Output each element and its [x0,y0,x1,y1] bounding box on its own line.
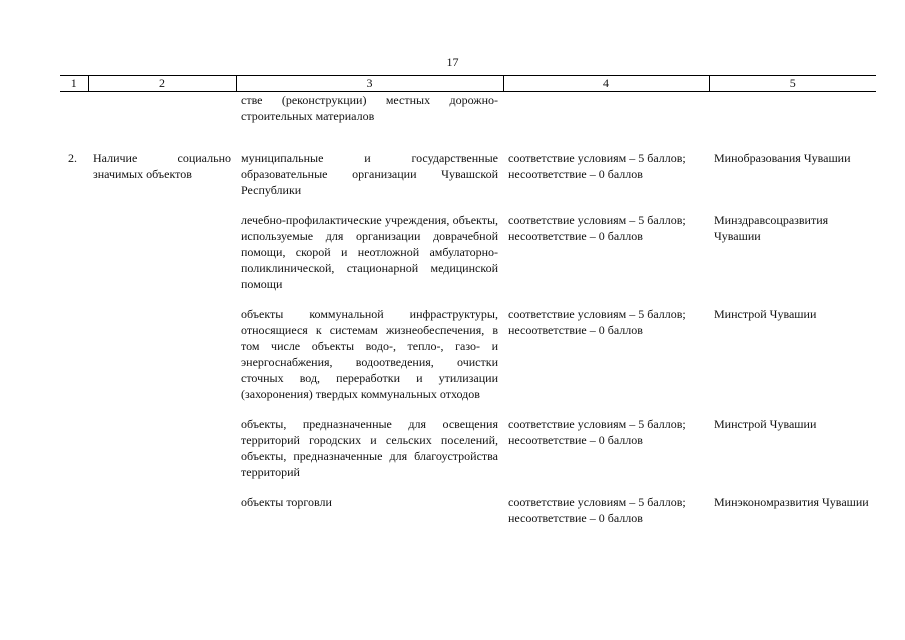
condition-match: соответствие условиям – 5 баллов; [508,417,686,431]
table-row-continuation [60,92,876,125]
scoring-conditions [503,124,709,198]
column-header-5: 5 [709,76,876,92]
responsible-authority: Минобразования Чувашии [714,151,851,165]
condition-mismatch: несоответствие – 0 баллов [508,511,643,525]
object-description: объекты коммунальной инфраструктуры, относящиеся к системам жизнеобеспечения, в том числе объекты водо-, тепло-, газо- и энергоснабжения, водоотведения, очистки сточных вод, переработки и утилизации (захоронения) твердых коммунальных отходов [241,307,498,401]
responsible-authority: Минстрой Чувашии [714,307,817,321]
table-header [60,76,876,92]
condition-match: соответствие условиям – 5 баллов; [508,495,686,509]
condition-mismatch: несоответствие – 0 баллов [508,433,643,447]
table-row [60,198,876,292]
continuation-text: стве (реконструкции) местных дорожно-строительных материалов [241,93,498,123]
object-description: муниципальные и государственные образовательные организации Чувашской Республики [241,151,498,197]
object-description: лечебно-профилактические учреждения, объекты, используемые для организации доврачебной помощи, скорой и неотложной амбулаторно-поликлинической, стационарной медицинской помощи [241,213,498,291]
criterion-name: Наличие социально значимых объектов [93,151,231,181]
responsible-authority: Минздравсоцразвития Чувашии [714,213,829,243]
table-row [60,402,876,480]
condition-mismatch: несоответствие – 0 баллов [508,229,643,243]
responsible-authority: Минэкономразвития Чувашии [714,495,869,509]
criterion-number: 2. [68,151,77,165]
column-header-1: 1 [60,76,88,92]
responsible-authority: Минстрой Чувашии [714,417,817,431]
condition-mismatch: несоответствие – 0 баллов [508,323,643,337]
condition-match: соответствие условиям – 5 баллов; [508,213,686,227]
condition-match: соответствие условиям – 5 баллов; [508,307,686,321]
scoring-conditions [503,292,709,402]
condition-match: соответствие условиям – 5 баллов; [508,151,686,165]
column-header-4: 4 [503,76,709,92]
page-number: 17 [446,55,459,69]
object-description: объекты торговли [241,495,332,509]
criteria-table [60,75,876,526]
table-row [60,292,876,402]
table-row [60,480,876,526]
table-row [60,124,876,198]
scoring-conditions [503,480,709,526]
scoring-conditions [503,198,709,292]
column-header-2: 2 [88,76,236,92]
scoring-conditions [503,402,709,480]
column-header-3: 3 [236,76,503,92]
condition-mismatch: несоответствие – 0 баллов [508,167,643,181]
object-description: объекты, предназначенные для освещения территорий городских и сельских поселений, объекты, предназначенные для благоустройства территорий [241,417,498,479]
